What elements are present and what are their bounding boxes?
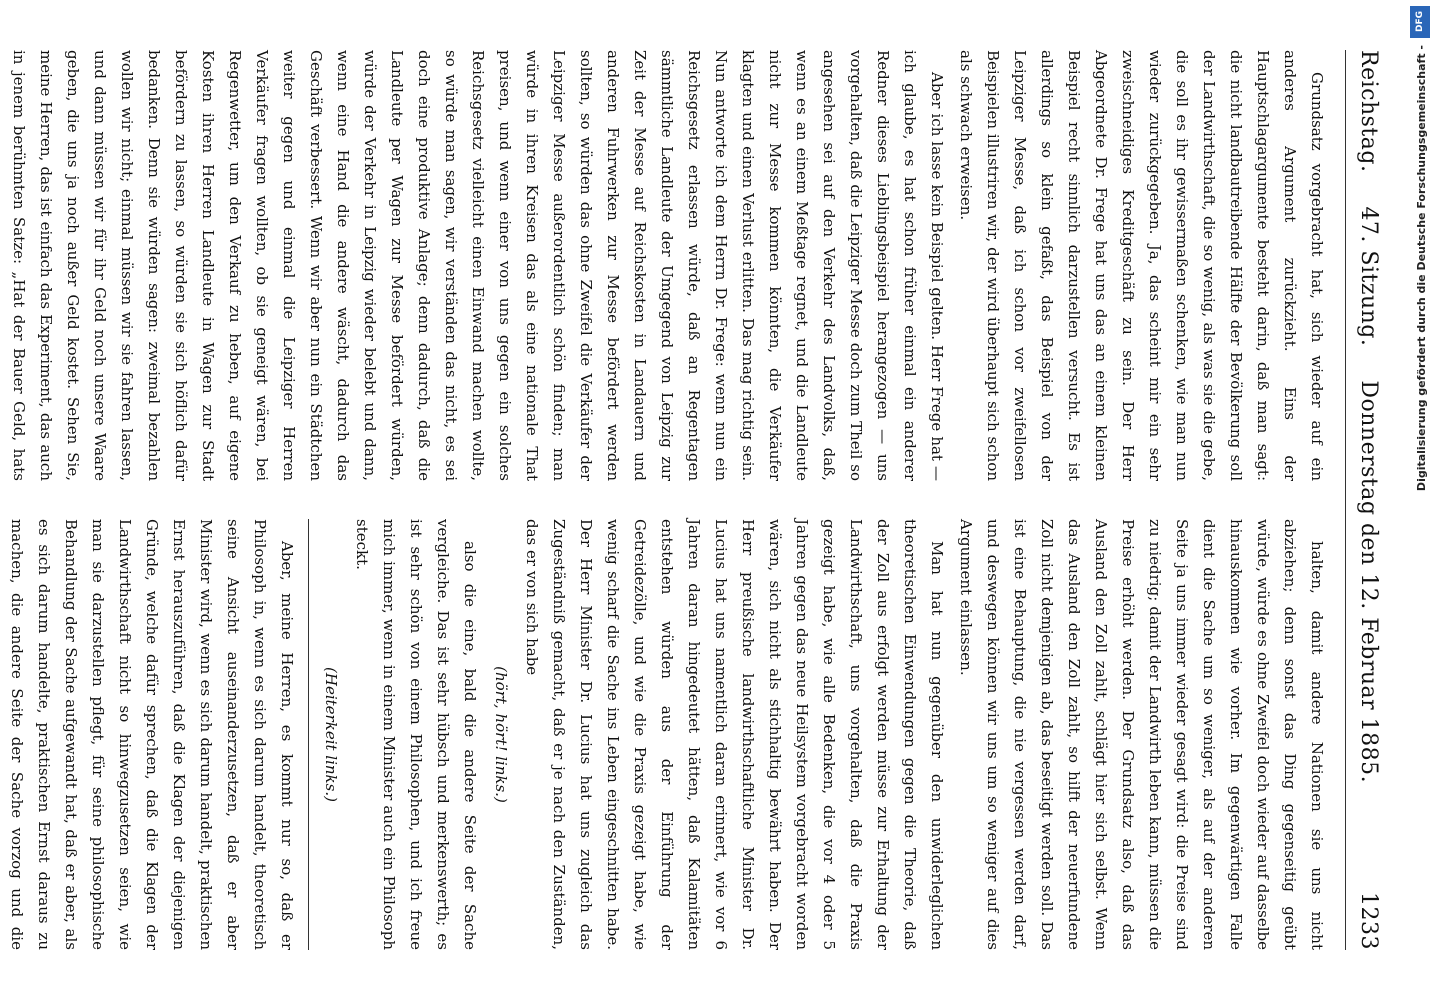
header-date: Donnerstag den 12. Februar 1885. bbox=[1356, 380, 1382, 784]
paragraph: halten, damit andere Nationen sie uns nicht abziehen; denn sonst das Ding gegenseitig geübt würde, würde es ohne Zweifel doch wieder auf dasselbe hinauskommen wie vorher. Im gegenwärtigen Falle dient die Sache um so weniger, als auf der anderen Seite ja uns immer wieder gesagt wird: die Preise sind zu niedrig; damit der Landwirth leben kann, müssen die Preise erhöht werden. Der Grundsatz also, daß das Ausland den Zoll zahlt, schlägt hier sich selbst. Wenn das Ausland den Zoll zahlt, so hilft der neuerfundene Zoll nicht demjenigen ab, das beseitigt werden soll. Das ist eine Behauptung, die nie vergessen werden darf, und deswegen können wir uns um so weniger auf dies Argument einlassen. bbox=[957, 519, 1326, 950]
page-number: 1233 bbox=[1356, 892, 1382, 950]
text-columns bbox=[8, 50, 1330, 950]
paragraph: Man hat nun gegenüber den unwiderleglichen theoretischen Einwendungen gegen die Theorie, daß der Zoll aus erfolgt werden müsse zur Erhaltung der Landwirthschaft, uns vorgehalten, daß die Praxis gezeigt habe, wie alle Bedenken, die vor 4 oder 5 Jahren gegen das neue Heilsystem vorgebracht worden wären, sich nicht als stichhaltig bewährt haben. Der Herr preußische landwirthschaftliche Minister Dr. Lucius hat uns namentlich daran erinnert, wie vor 6 Jahren daran hingedeutet hätten, daß Kalamitäten entstehen würden aus der Einführung der Getreidezölle, und wie die Praxis gezeigt habe, wie wenig scharf die Sache ins Leben eingeschnitten habe. Der Herr Minister Dr. Lucius hat uns zugleich das Zugeständniß gemacht, daß er je nach den Zuständen, das er von sich habe bbox=[523, 519, 946, 950]
header-sitting: 47. Sitzung. bbox=[1356, 206, 1382, 347]
column-right bbox=[8, 519, 1330, 950]
interjection: (Heiterkeit links.) bbox=[322, 667, 340, 802]
paragraph: Aber ich lasse kein Beispiel gelten. Herr Frege hat — ich glaube, es hat schon früher einmal ein anderer Redner dieses Lieblingsbeispiel herangezogen — uns vorgehalten, daß die Leipziger Messe doch zum Theil so angesehen sei auf den Verkehr des Landvolks, daß, wenn es an einem Meßtage regnet, und die Landleute nicht zur Messe kommen könnten, die Verkäufer klagten und einen Verlust erlitten. Das mag richtig sein. Nun antworte ich dem Herrn Dr. Frege: wenn nun ein Reichsgesetz erlassen würde, daß an Regentagen sämmtliche Landleute der Umgegend von Leipzig zur Zeit der Messe auf Reichskosten in Landauern und anderen Fuhrwerken zur Messe befördert werden sollten, so würden das ohne Zweifel die Verkäufer der Leipziger Messe außerordentlich schön finden; man würde in ihren Kreisen das als eine nationale That preisen, und wenn einer von uns gegen ein solches Reichsgesetz vielleicht einen Einwand machen wollte, so würde man sagen, wir verständen das nicht, es sei doch eine produktive Anlage; denn dadurch, daß die Landleute per Wagen zur Messe befördert würden, würde der Verkehr in Leipzig wieder belebt und dann, wenn eine Hand die andere wäscht, dadurch das Geschäft verbessert. Wenn wir aber nun ein Städtchen weiter gegen und einmal die Leipziger Herren Verkäufer fragen wollten, ob sie geneigt wären, bei Regenwetter, um den Verkauf zu heben, auf eigene Kosten ihren Herren Landleute in Wagen zur Stadt befördern zu lassen, so würden sie sich höflich dafür bedanken. Denn sie würden sagen: zweimal bezahlen wollen wir nicht; einmal müssen wir sie fahren lassen, und dann müssen wir für ihr Geld noch unsere Waare geben, die uns ja noch außer Geld kostet. Sehen Sie, meine Herren, das ist einfach das Experiment, das auch in jenem berühmten Satze: „Hat der Bauer Geld, hats bbox=[10, 50, 946, 481]
digitization-credit-text: Digitalisierung gefördert durch die Deutsche Forschungsgemeinschaft - bbox=[1414, 45, 1428, 492]
column-left bbox=[10, 50, 1330, 481]
header-left-title: Reichstag. bbox=[1356, 50, 1382, 173]
divider bbox=[308, 519, 309, 950]
paragraph: also die eine, bald die andere Seite der Sache vergleiche. Das ist sehr hübsch und merkenswerth; es ist sehr schön von einem Philosophen, und ich freue mich immer, wenn in einem Minister auch ein Philosoph steckt. bbox=[353, 519, 479, 950]
dfg-logo: DFG bbox=[1410, 6, 1430, 38]
running-header bbox=[1345, 50, 1392, 950]
paragraph: Grundsatz vorgebracht hat, sich wieder auf ein anderes Argument zurückzieht. Eins der Hauptschlagargumente besteht darin, daß man sagt: die nicht landbautreibende Hälfte der Bevölkerung soll der Landwirthschaft, die so wenig, als was sie die gebe, die soll es ihr gewissermaßen schenken, wie man nun wieder zurückgegeben. Ja, das scheint mir ein sehr zweischneidiges Kreditgeschäft zu sein. Der Herr Abgeordnete Dr. Frege hat uns das an einem kleinen Beispiel recht sinnlich darzustellen versucht. Es ist allerdings so klein gefaßt, das Beispiel von der Leipziger Messe, daß ich schon vor zweifellosen Beispielen illustriren wir, der wird überhaupt sich schon als schwach erweisen. bbox=[957, 50, 1326, 481]
paragraph: Aber, meine Herren, es kommt nur so, daß er Philosoph in, wenn es sich darum handelt, theoretisch seine Ansicht auseinanderzusetzen, daß er aber Minister wird, wenn es sich darum handelt, praktischen Ernst herauszuführen, daß die Klagen der diejenigen Gründe, welche dafür sprechen, daß die Klagen der Landwirthschaft nicht so hinwegzusetzen seien, wie man sie darzustellen pflegt, für seine philosophische Behandlung der Sache aufgewandt hat, daß er aber, als es sich darum handelte, praktischen Ernst daraus zu machen, die andere Seite der Sache vorzog und die bbox=[8, 519, 296, 950]
rotated-page-content bbox=[8, 10, 1416, 990]
interjection: (hört, hört! links.) bbox=[492, 666, 510, 803]
digitization-credit bbox=[1410, 5, 1432, 995]
